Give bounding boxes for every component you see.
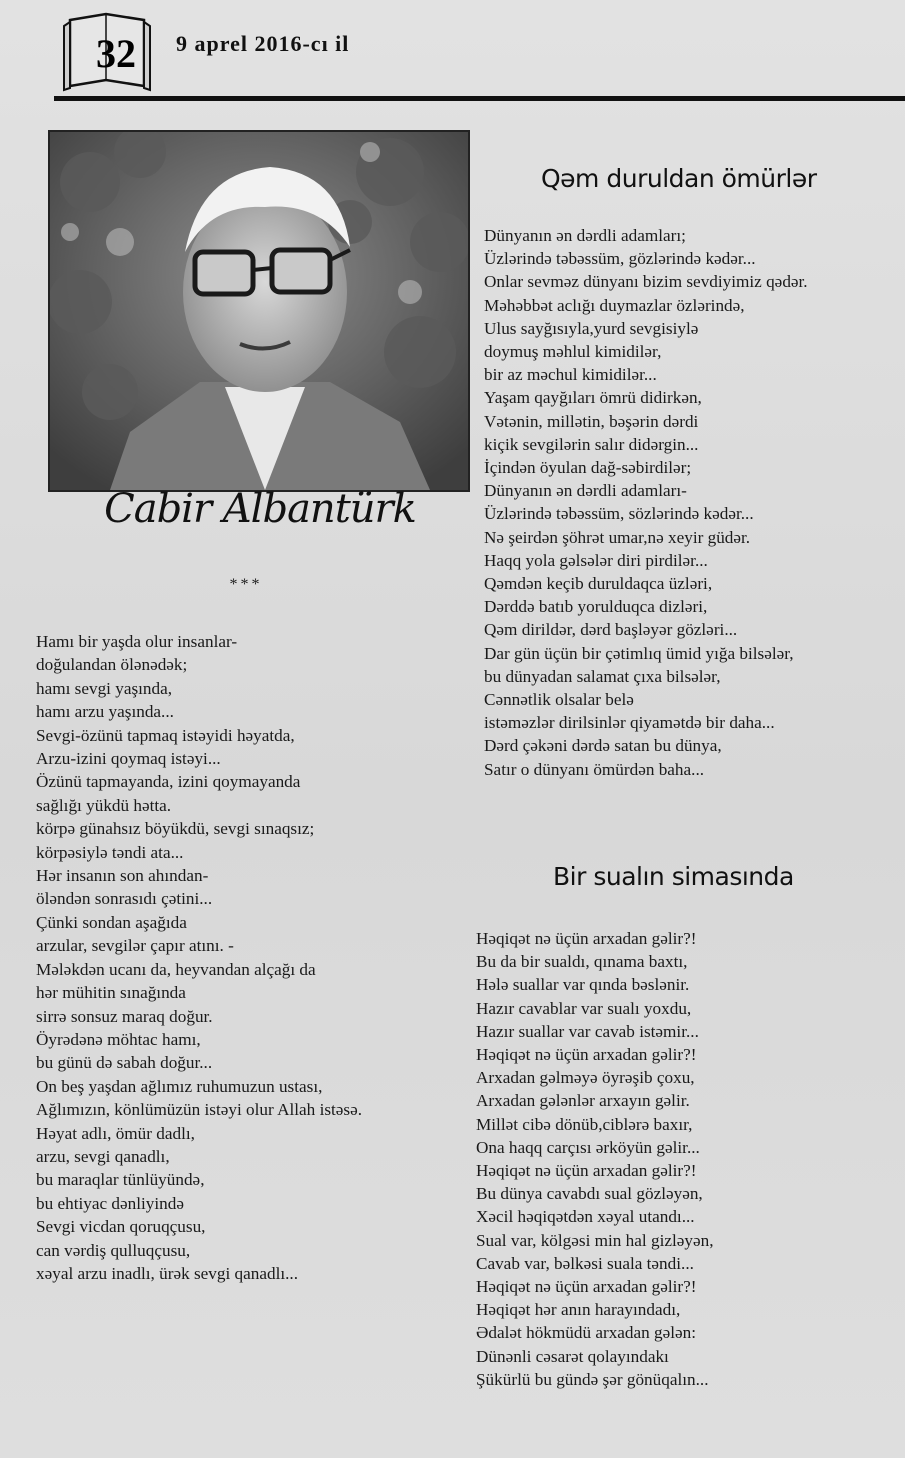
poem-line: Arxadan gəlməyə öyrəşib çoxu, [476, 1068, 695, 1088]
poem-line: Məhəbbət aclığı duymazlar özlərində, [484, 295, 745, 315]
poem-line: Dünyanın ən dərdli adamları; [484, 226, 686, 245]
poem-line: bir az məchul kimidilər... [484, 365, 657, 385]
poem-line: Dərddə batıb yorulduqca dizləri, [484, 597, 708, 617]
poem-line: Öyrədənə möhtac hamı, [36, 1029, 201, 1049]
left-poem [36, 630, 362, 1285]
poem-line: İçindən öyulan dağ-səbirdilər; [484, 458, 692, 478]
poem-line: Hər insanın son ahından- [36, 866, 209, 886]
poem-line: On beş yaşdan ağlımız ruhumuzun ustası, [36, 1076, 323, 1096]
poem-line: Üzlərində təbəssüm, gözlərində kədər... [484, 249, 756, 269]
poem-line: Vətənin, millətin, bəşərin dərdi [484, 411, 699, 431]
poem-line: hər mühitin sınağında [36, 983, 186, 1003]
poem-line: Həqiqət nə üçün arxadan gəlir?! [476, 929, 697, 948]
poem-title: Qəm duruldan ömürlər [541, 164, 817, 193]
poem-line: Qəm dirildər, dərd başləyər gözləri... [484, 620, 738, 640]
poem-line: Dünyanın ən dərdli adamları- [484, 481, 687, 501]
poem-line: Ona haqq carçısı ərköyün gəlir... [476, 1137, 700, 1157]
poem-line: Arxadan gələnlər arxayın gəlir. [476, 1091, 690, 1111]
poem-line: Hazır suallar var cavab istəmir... [476, 1021, 699, 1041]
poem-line: Həyat adlı, ömür dadlı, [36, 1123, 195, 1143]
poem-line: Dünənli cəsarət qolayındakı [476, 1346, 669, 1366]
poem-line: Arzu-izini qoymaq istəyi... [36, 749, 221, 769]
poem-line: Yaşam qayğıları ömrü didirkən, [484, 388, 702, 408]
poem-line: Sevgi-özünü tapmaq istəyidi həyatda, [36, 725, 295, 745]
poem-line: Ədalət hökmüdü arxadan gələn: [476, 1323, 697, 1343]
poem-line: körpə günahsız böyükdü, sevgi sınaqsız; [36, 819, 315, 839]
poem-line: Millət cibə dönüb,ciblərə baxır, [476, 1114, 693, 1134]
poem-line: hamı arzu yaşında... [36, 702, 174, 722]
poem-line: doymuş məhlul kimidilər, [484, 342, 662, 362]
author-signature: Cabir Albantürk [104, 486, 416, 532]
poem-line: Qəmdən keçib duruldaqca üzləri, [484, 574, 713, 594]
poem-line: hamı sevgi yaşında, [36, 678, 173, 698]
poem-line: sağlığı yükdü hətta. [36, 795, 172, 815]
poem-line: Cavab var, bəlkəsi suala təndi... [476, 1253, 694, 1273]
poem-line: Bu dünya cavabdı sual gözləyən, [476, 1184, 703, 1204]
author-photo [48, 130, 470, 492]
poem-line: xəyal arzu inadlı, ürək sevgi qanadlı... [36, 1263, 299, 1283]
poem-line: Ağlımızın, könlümüzün istəyi olur Allah istəsə. [36, 1100, 363, 1120]
poem-line: Dar gün üçün bir çətimlıq ümid yığa bilsələr, [484, 643, 794, 663]
poem-title-stars: *** [229, 576, 263, 593]
poem-line: arzular, sevgilər çapır atını. - [36, 936, 234, 956]
poem-line: Özünü tapmayanda, izini qoymayanda [36, 772, 301, 792]
poem-line: Ulus sayğısıyla,yurd sevgisiylə [484, 318, 699, 338]
poem-line: Hələ suallar var qında bəslənir. [476, 975, 690, 995]
poem-line: Bu da bir sualdı, qınama baxtı, [476, 952, 688, 972]
poem-line: Hamı bir yaşda olur insanlar- [36, 632, 238, 651]
poem-line: Satır o dünyanı ömürdən baha... [484, 759, 705, 779]
poem-line: Həqiqət nə üçün arxadan gəlir?! [476, 1045, 697, 1065]
poem-line: bu günü də sabah doğur... [36, 1053, 213, 1073]
poem-line: kiçik sevgilərin salır didərgin... [484, 434, 699, 454]
poem-title: Bir sualın simasında [553, 862, 794, 891]
poem-line: Həqiqət nə üçün arxadan gəlir?! [476, 1277, 697, 1297]
right-poem-1 [484, 224, 808, 781]
poem-line: Haqq yola gəlsələr diri pirdilər... [484, 550, 708, 570]
poem-line: Cənnətlik olsalar belə [484, 690, 634, 710]
poem-line: Sual var, kölgəsi min hal gizləyən, [476, 1230, 714, 1250]
right-poem-2 [476, 927, 714, 1391]
poem-line: bu dünyadan salamat çıxa bilsələr, [484, 666, 721, 686]
poem-line: istəməzlər dirilsinlər qiyamətdə bir daha... [484, 713, 775, 733]
poem-line: körpəsiylə təndi ata... [36, 842, 184, 862]
poem-line: öləndən sonrasıdı çətini... [36, 889, 213, 909]
poem-line: bu maraqlar tünlüyündə, [36, 1170, 205, 1190]
poem-line: Onlar sevməz dünyanı bizim sevdiyimiz qədər. [484, 272, 808, 292]
poem-line: Üzlərində təbəssüm, sözlərində kədər... [484, 504, 754, 524]
poem-line: sirrə sonsuz maraq doğur. [36, 1006, 213, 1026]
poem-line: Hazır cavablar var sualı yoxdu, [476, 998, 692, 1018]
poem-line: Sevgi vicdan qoruqçusu, [36, 1217, 206, 1237]
poem-line: Nə şeirdən şöhrət umar,nə xeyir güdər. [484, 527, 751, 547]
poem-line: bu ehtiyac dənliyində [36, 1193, 184, 1213]
poem-line: Xəcil həqiqətdən xəyal utandı... [476, 1207, 695, 1227]
poem-line: Həqiqət nə üçün arxadan gəlir?! [476, 1161, 697, 1181]
poem-line: Şükürlü bu gündə şər gönüqalın... [476, 1369, 709, 1389]
poem-line: arzu, sevgi qanadlı, [36, 1146, 170, 1166]
poem-line: Həqiqət hər anın harayındadı, [476, 1300, 681, 1320]
poem-line: doğulandan ölənədək; [36, 655, 188, 675]
page-number: 32 [96, 31, 136, 76]
poem-line: can vərdiş qulluqçusu, [36, 1240, 191, 1260]
poem-line: Çünki sondan aşağıda [36, 912, 187, 932]
header-divider [54, 96, 905, 101]
poem-line: Mələkdən ucanı da, heyvandan alçağı da [36, 959, 316, 979]
issue-date: 9 aprel 2016-cı il [176, 31, 350, 56]
poem-line: Dərd çəkəni dərdə satan bu dünya, [484, 736, 722, 756]
